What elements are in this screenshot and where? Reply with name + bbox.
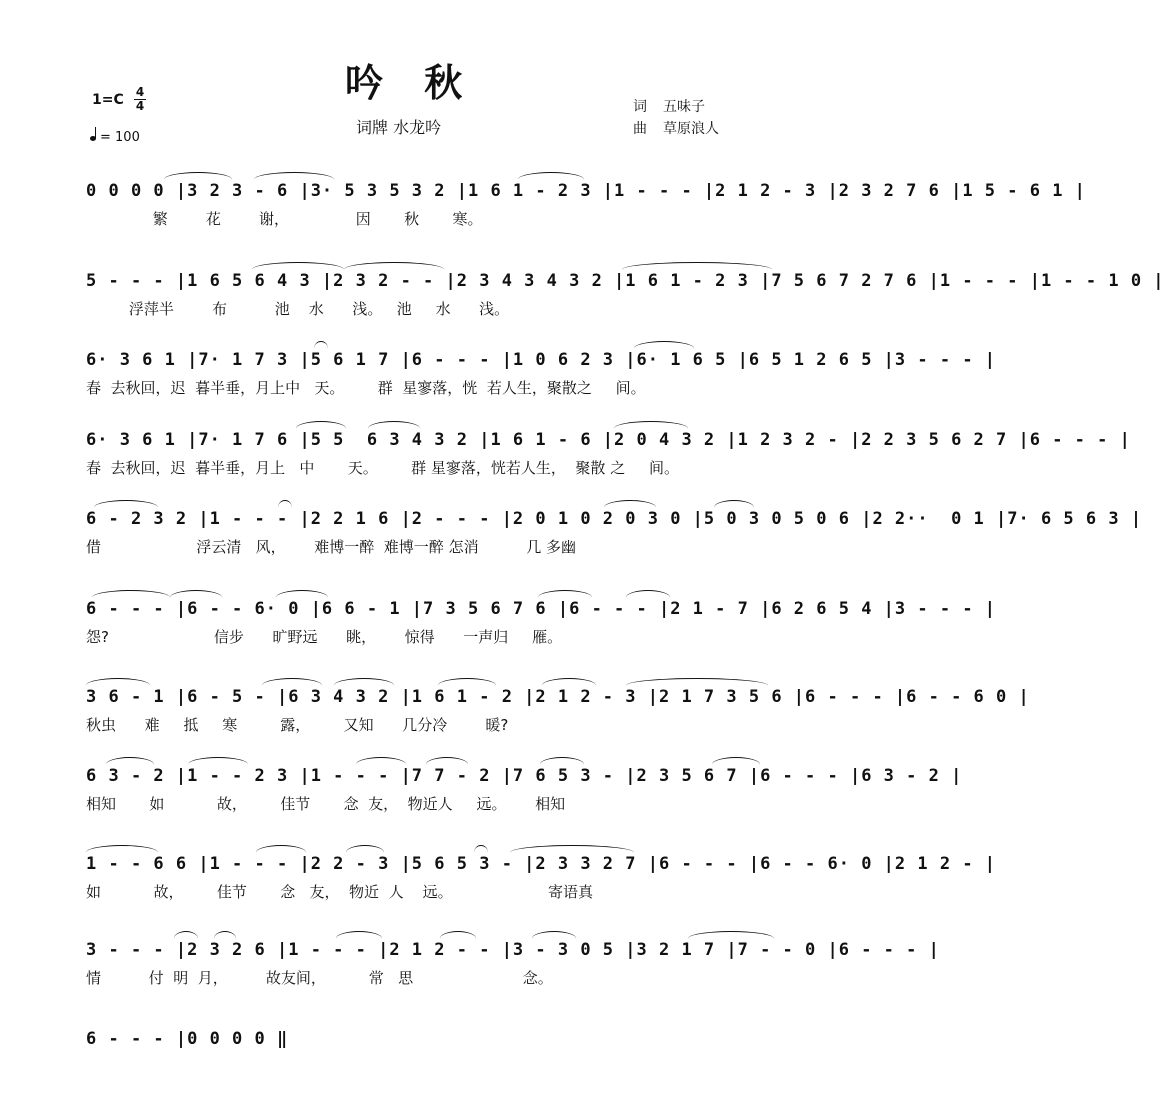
lyric-line: 秋虫 难 抵 寒 露， 又知 几分冷 暖? [86,716,509,734]
slur [356,757,406,772]
fermata [314,341,328,356]
credits [633,96,735,140]
slur [542,678,596,693]
notation-line: 3 - - - |2 3 2 6 |1 - - - |2 1 2 - - |3 - 3 0 5 |3 2 1 7 |7 - - 0 |6 - - - | [86,940,940,960]
notation-line: 1 - - 6 6 |1 - - - |2 2 - 3 |5 6 5 3 - |2 3 3 2 7 |6 - - - |6 - - 6· 0 |2 1 2 - | [86,854,997,874]
composer-label: 曲 [633,121,647,137]
slur [626,590,670,605]
slur [538,590,592,605]
slur [346,845,384,860]
slur [688,931,774,946]
lyricist-name: 五味子 [663,99,705,115]
notation-line: 0 0 0 0 |3 2 3 - 6 |3· 5 3 5 3 2 |1 6 1 - 2 3 |1 - - - |2 1 2 - 3 |2 3 2 7 6 |1 5 - 6 1 | [86,181,1086,201]
slur [634,341,694,356]
slur [174,931,198,946]
slur [604,500,656,515]
lyric-line: 借 浮云清 风， 难博一醉 难博一醉 怎消 几 多幽 [86,538,577,556]
slur [426,757,468,772]
notation-line: 6 - - - |0 0 0 0 ‖ [86,1029,289,1049]
notation-line: 5 - - - |1 6 5 6 4 3 |2 3 2 - - |2 3 4 3 4 3 2 |1 6 1 - 2 3 |7 5 6 7 2 7 6 |1 - - - |1 - - 1 0 | [86,271,1165,291]
slur [344,262,444,277]
slur [626,678,768,693]
lyricist-label: 词 [633,99,647,115]
slur [170,590,222,605]
slur [254,172,334,187]
tempo-value: = 100 [100,130,140,145]
time-signature-bottom: 4 [135,99,145,113]
slur [334,678,394,693]
lyric-line: 春 去秋回，迟 暮半垂，月上中 天。 群 星寥落，恍 若人生，聚散之 间。 [86,379,646,397]
slur [256,845,306,860]
slur [92,590,170,605]
fermata [278,500,292,515]
slur [714,500,754,515]
lyric-line: 怨? 信步 旷野远 眺， 惊得 一声归 雁。 [86,628,563,646]
slur [94,500,158,515]
slur [106,757,154,772]
song-title: 吟 秋 [345,60,477,105]
lyricist-line [633,96,735,118]
slur [296,421,346,436]
composer-line [633,118,735,140]
composer-name: 草原浪人 [663,121,719,137]
time-signature-top: 4 [135,85,145,99]
notation-line: 6· 3 6 1 |7· 1 7 6 |5 5 6 3 4 3 2 |1 6 1 - 6 |2 0 4 3 2 |1 2 3 2 - |2 2 3 5 6 2 7 |6 - - - | [86,430,1131,450]
slur [510,845,634,860]
slur [518,172,584,187]
slur [614,421,688,436]
notation-line: 6· 3 6 1 |7· 1 7 3 |5 6 1 7 |6 - - - |1 0 6 2 3 |6· 1 6 5 |6 5 1 2 6 5 |3 - - - | [86,350,997,370]
slur [86,845,158,860]
slur [540,757,584,772]
lyric-line: 浮萍半 布 池 水 浅。 池 水 浅。 [86,300,510,318]
fermata [474,845,488,860]
slur [188,757,248,772]
time-signature [134,86,146,113]
slur [86,678,150,693]
lyric-line: 春 去秋回，迟 暮半垂，月上 中 天。 群 星寥落，恍若人生， 聚散 之 间。 [86,459,680,477]
slur [622,262,772,277]
key-signature: 1=C [92,92,124,108]
slur [438,678,496,693]
song-subtitle: 词牌 水龙吟 [356,118,442,137]
lyric-line: 如 故， 佳节 念 友， 物近 人 远。 寄语真 [86,883,594,901]
notation-line: 3 6 - 1 |6 - 5 - |6 3 4 3 2 |1 6 1 - 2 |2 1 2 - 3 |2 1 7 3 5 6 |6 - - - |6 - - 6 0 | [86,687,1030,707]
slur [712,757,760,772]
lyric-line: 情 付 明 月， 故友间， 常 思 念。 [86,969,553,987]
tempo-marking [90,130,140,145]
notation-line: 6 3 - 2 |1 - - 2 3 |1 - - - |7 7 - 2 |7 6 5 3 - |2 3 5 6 7 |6 - - - |6 3 - 2 | [86,766,963,786]
slur [276,590,328,605]
notation-line: 6 - 2 3 2 |1 - - - |2 2 1 6 |2 - - - |2 0 1 0 2 0 3 0 |5 0 3 0 5 0 6 |2 2·· 0 1 |7· 6 5 6 3 | [86,509,1143,529]
slur [368,421,420,436]
quarter-note-icon [90,136,96,141]
slur [262,678,322,693]
slur [252,262,344,277]
slur [164,172,232,187]
slur [532,931,576,946]
slur [214,931,236,946]
notation-line: 6 - - - |6 - - 6· 0 |6 6 - 1 |7 3 5 6 7 6 |6 - - - |2 1 - 7 |6 2 6 5 4 |3 - - - | [86,599,997,619]
lyric-line: 相知 如 故， 佳节 念 友， 物近人 远。 相知 [86,795,566,813]
slur [336,931,382,946]
lyric-line: 繁 花 谢， 因 秋 寒。 [86,210,483,228]
slur [440,931,476,946]
